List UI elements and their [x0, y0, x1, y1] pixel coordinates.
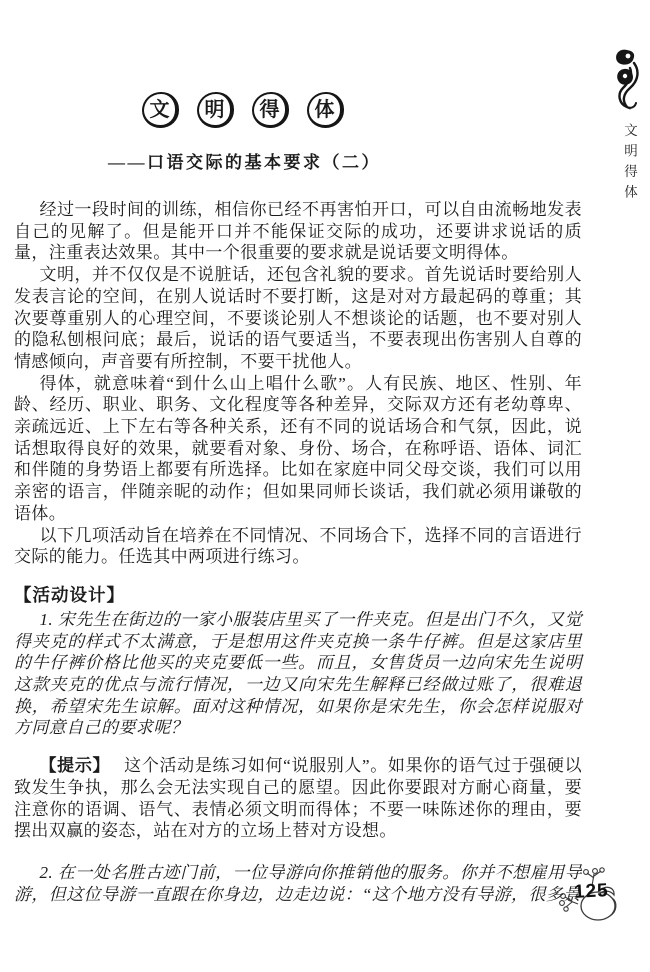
title-char-circle: 文 [142, 92, 179, 128]
activity-design-header: 【活动设计】 [14, 584, 125, 605]
hint-label: 【提示】 [39, 756, 111, 776]
activity-item-2: 2. 在一处名胜古迹门前，一位导游向你推销他的服务。你并不想雇用导游，但这位导游一直跟在你身边，边走边说：“这个地方没有导游，很多景 [14, 862, 582, 904]
page-content [14, 92, 582, 905]
title-char-circle: 体 [307, 92, 344, 128]
activity-item-1: 1. 宋先生在街边的一家小服装店里买了一件夹克。但是出门不久，又觉得夹克的样式不太满意，于是想用这件夹克换一条牛仔裤。但是这家店里的牛仔裤价格比他买的夹克要低一些。而且，女售货员一边向宋先生说明这款夹克的优点与流行情况，一边又向宋先生解释已经做过账了，很难退换，希望宋先生谅解。面对这种情况，如果你是宋先生，你会怎样说服对方同意自己的要求呢？ [14, 609, 582, 738]
hint-paragraph [14, 755, 582, 842]
corner-flourish-icon [607, 47, 645, 111]
title-char-circle: 明 [197, 92, 234, 128]
intro-paragraph: 经过一段时间的训练，相信你已经不再害怕开口，可以自由流畅地发表自己的见解了。但是能开口并不能保证交际的成功，还要讲求说话的质量，注重表达效果。其中一个很重要的要求就是说话要文明得体。 [14, 200, 582, 263]
intro-paragraph: 以下几项活动旨在培养在不同情况、不同场合下，选择不同的言语进行交际的能力。任选其中两项进行练习。 [14, 525, 582, 567]
hint-text: 这个活动是练习如何“说服别人”。如果你的语气过于强硬以致发生争执，那么会无法实现自己的愿望。因此你要跟对方耐心商量，要注意你的语调、语气、表情必须文明而得体；不要一味陈述你的理由，要摆出双赢的姿态，站在对方的立场上替对方设想。 [14, 756, 582, 841]
lesson-subtitle: ——口语交际的基本要求（二） [108, 153, 381, 172]
page-number: 125 [573, 880, 610, 903]
lesson-title [142, 92, 582, 126]
intro-paragraph: 得体，就意味着“到什么山上唱什么歌”。人有民族、地区、性别、年龄、经历、职业、职务、文化程度等各种差异，交际双方还有老幼尊卑、亲疏远近、上下左右等各种关系，还有不同的说话场合和气氛，因此，说话想取得良好的效果，就要看对象、身份、场合，在称呼语、语体、词汇和伴随的身势语上都要有所选择。比如在家庭中同父母交谈，我们可以用亲密的语言，伴随亲昵的动作；但如果同师长谈话，我们就必须用谦敬的语体。 [14, 373, 582, 523]
title-char-circle: 得 [252, 92, 289, 128]
page-number-area [548, 864, 643, 939]
intro-paragraph: 文明，并不仅仅是不说脏话，还包含礼貌的要求。首先说话时要给别人发表言论的空间，在别人说话时不要打断，这是对对方最起码的尊重；其次要尊重别人的心理空间，不要谈论别人不想谈论的话题，也不要对别人的隐私刨根问底；最后，说话的语气要适当，不要表现出伤害别人自尊的情感倾向，声音要有所控制，不要干扰他人。 [14, 265, 582, 371]
side-running-header: 文明得体 [622, 123, 637, 205]
